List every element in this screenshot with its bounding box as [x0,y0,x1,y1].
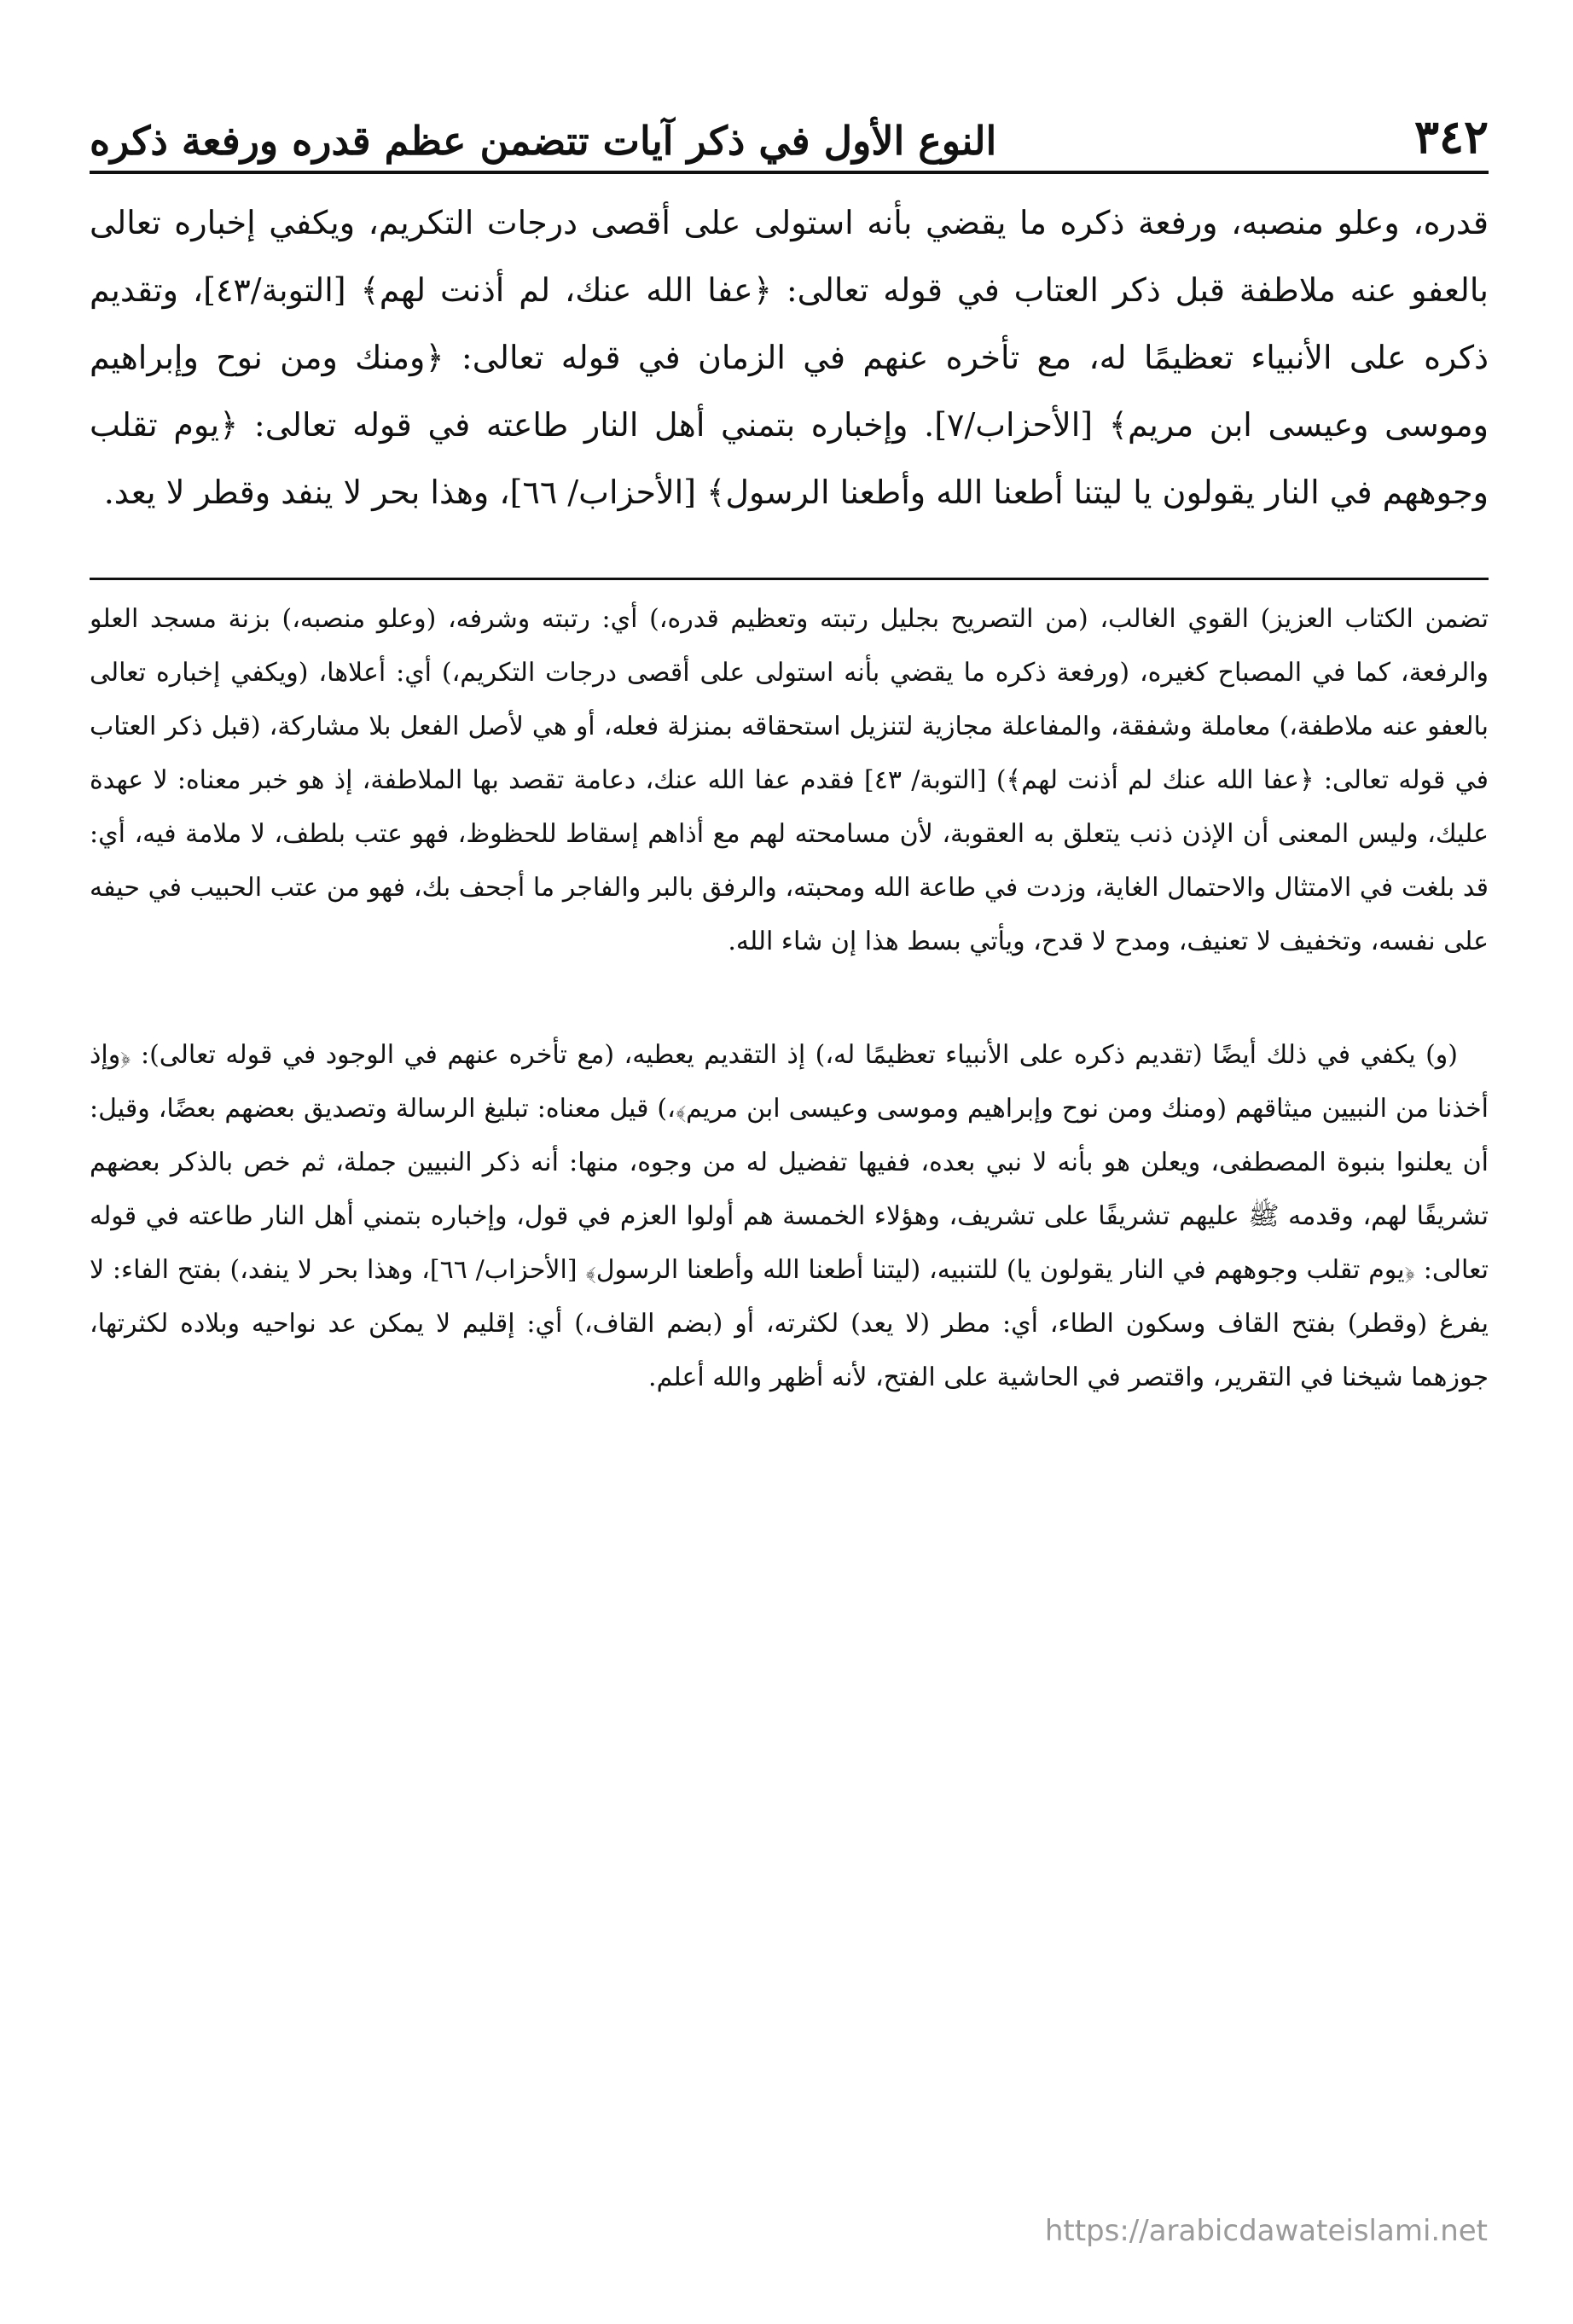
running-title: النوع الأول في ذكر آيات تتضمن عظم قدره ورفعة ذكره [90,118,997,164]
watermark-url: https://arabicdawateislami.net [1044,2214,1488,2248]
commentary [90,592,1489,1404]
book-page [90,94,1489,1404]
page-header [90,94,1489,174]
commentary-paragraph-2: (و) يكفي في ذلك أيضًا (تقديم ذكره على الأنبياء تعظيمًا له،) إذ التقديم يعطيه، (مع تأخره عنهم في الوجود في قوله تعالى): ﴿وإذ أخذنا من النبيين ميثاقهم (ومنك ومن نوح وإبراهيم وموسى وعيسى ابن مريم﴾،) قيل معناه: تبليغ الرسالة وتصديق بعضهم بعضًا، وقيل: أن يعلنوا بنبوة المصطفى، ويعلن هو بأنه لا نبي بعده، ففيها تفضيل له من وجوه، منها: أنه ذكر النبيين جملة، ثم خص بالذكر بعضهم تشريفًا لهم، وقدمه ﷺ عليهم تشريفًا على تشريف، وهؤلاء الخمسة هم أولوا العزم في قول، وإخباره بتمني أهل النار طاعته في قوله تعالى: ﴿يوم تقلب وجوههم في النار يقولون يا) للتنبيه، (ليتنا أطعنا الله وأطعنا الرسول﴾ [الأحزاب/ ٦٦]، وهذا بحر لا ينفد،) بفتح الفاء: لا يفرغ (وقطر) بفتح القاف وسكون الطاء، أي: مطر (لا يعد) لكثرته، أو (بضم القاف،) أي: إقليم لا يمكن عد نواحيه وبلاده لكثرتها، جوزهما شيخنا في التقرير، واقتصر في الحاشية على الفتح، لأنه أظهر والله أعلم. [90,1040,1489,1392]
section-divider [90,578,1489,580]
main-text: قدره، وعلو منصبه، ورفعة ذكره ما يقضي بأنه استولى على أقصى درجات التكريم، ويكفي إخباره تعالى بالعفو عنه ملاطفة قبل ذكر العتاب في قوله تعالى: ﴿عفا الله عنك، لم أذنت لهم﴾ [التوبة/٤٣]، وتقديم ذكره على الأنبياء تعظيمًا له، مع تأخره عنهم في الزمان في قوله تعالى: ﴿ومنك ومن نوح وإبراهيم وموسى وعيسى ابن مريم﴾ [الأحزاب/٧]. وإخباره بتمني أهل النار طاعته في قوله تعالى: ﴿يوم تقلب وجوههم في النار يقولون يا ليتنا أطعنا الله وأطعنا الرسول﴾ [الأحزاب/ ٦٦]، وهذا بحر لا ينفد وقطر لا يعد. [90,204,1489,511]
page-number: ٣٤٢ [1413,109,1489,164]
commentary-paragraph-1: تضمن الكتاب العزيز) القوي الغالب، (من التصريح بجليل رتبته وتعظيم قدره،) أي: رتبته وشرفه، (وعلو منصبه،) بزنة مسجد العلو والرفعة، كما في المصباح كغيره، (ورفعة ذكره ما يقضي بأنه استولى على أقصى درجات التكريم،) أي: أعلاها، (ويكفي إخباره تعالى بالعفو عنه ملاطفة،) معاملة وشفقة، والمفاعلة مجازية لتنزيل استحقاقه بمنزلة فعله، أو هي لأصل الفعل بلا مشاركة، (قبل ذكر العتاب في قوله تعالى: ﴿عفا الله عنك لم أذنت لهم﴾) [التوبة/ ٤٣] فقدم عفا الله عنك، دعامة تقصد بها الملاطفة، إذ هو خبر معناه: لا عهدة عليك، وليس المعنى أن الإذن ذنب يتعلق به العقوبة، لأن مسامحته لهم مع أذاهم إسقاط للحظوظ، فهو عتب بلطف، لا ملامة فيه، أي: قد بلغت في الامتثال والاحتمال الغاية، وزدت في طاعة الله ومحبته، والرفق بالبر والفاجر ما أجحف بك، فهو من عتب الحبيب في حيفه على نفسه، وتخفيف لا تعنيف، ومدح لا قدح، ويأتي بسط هذا إن شاء الله. [90,604,1489,956]
